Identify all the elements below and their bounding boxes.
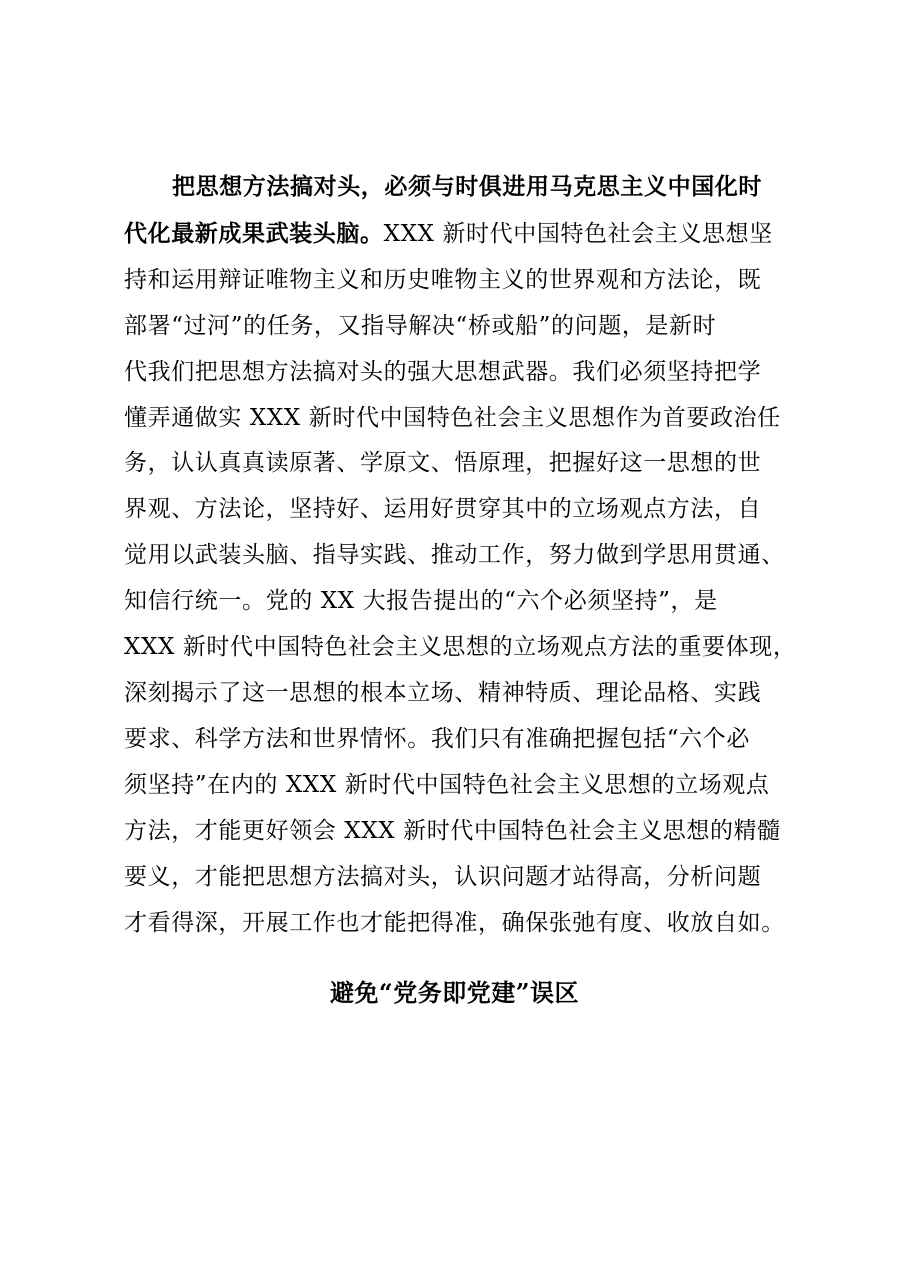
section-heading: 避免“党务即党建”误区 [329, 978, 580, 1007]
paragraph-line-1 [124, 164, 804, 211]
paragraph-line-6: 懂弄通做实 XXX 新时代中国特色社会主义思想作为首要政治任 [124, 404, 781, 431]
line-2-rest: XXX 新时代中国特色社会主义思想坚 [383, 220, 773, 247]
paragraph-line-2 [124, 211, 804, 258]
paragraph-line-3: 持和运用辩证唯物主义和历史唯物主义的世界观和方法论，既 [124, 266, 762, 293]
paragraph-line-15: 方法，才能更好领会 XXX 新时代中国特色社会主义思想的精髓 [124, 817, 781, 844]
paragraph-line-5: 代我们把思想方法搞对头的强大思想武器。我们必须坚持把学 [124, 358, 762, 385]
lead-sentence-part-1: 把思想方法搞对头，必须与时俱进用马克思主义中国化时 [172, 173, 762, 200]
paragraph-line-10: 知信行统一。党的 XX 大报告提出的“六个必须坚持”，是 [124, 588, 718, 615]
paragraph-line-16: 要义，才能把思想方法搞对头，认识问题才站得高，分析问题 [124, 863, 762, 890]
paragraph-line-14: 须坚持”在内的 XXX 新时代中国特色社会主义思想的立场观点 [124, 771, 770, 798]
paragraph-line-11: XXX 新时代中国特色社会主义思想的立场观点方法的重要体现， [124, 634, 797, 661]
paragraph-line-7: 务，认认真真读原著、学原文、悟原理，把握好这一思想的世 [124, 450, 762, 477]
paragraph-line-17: 才看得深，开展工作也才能把得准，确保张弛有度、收放自如。 [124, 909, 785, 936]
paragraph-line-8: 界观、方法论，坚持好、运用好贯穿其中的立场观点方法，自 [124, 496, 762, 523]
lead-sentence-part-2: 代化最新成果武装头脑。 [124, 219, 384, 247]
body-paragraph [124, 164, 804, 946]
paragraph-line-4: 部署“过河”的任务，又指导解决“桥或船”的问题，是新时 [124, 312, 717, 339]
paragraph-line-12: 深刻揭示了这一思想的根本立场、精神特质、理论品格、实践 [124, 679, 762, 706]
paragraph-line-9: 觉用以武装头脑、指导实践、推动工作，努力做到学思用贯通、 [124, 542, 785, 569]
paragraph-line-13: 要求、科学方法和世界情怀。我们只有准确把握包括“六个必 [124, 725, 750, 752]
